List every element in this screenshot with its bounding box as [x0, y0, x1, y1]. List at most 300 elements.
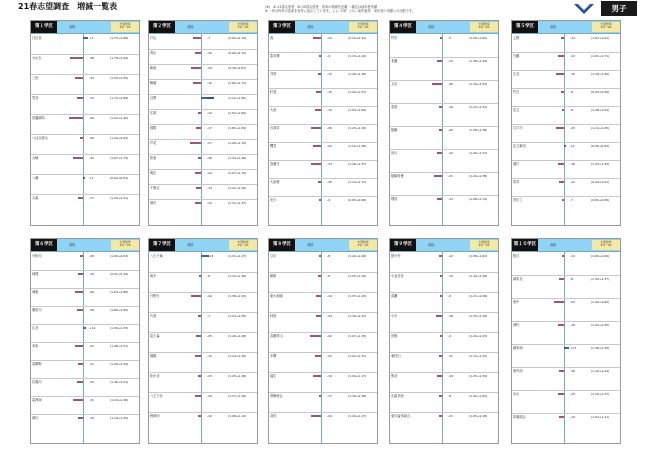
change-bar	[561, 37, 564, 39]
row-divider	[390, 172, 498, 173]
row-divider	[269, 160, 377, 161]
school-row	[512, 90, 620, 94]
school-name: 千歳丘	[150, 186, 160, 190]
change-bar	[193, 37, 201, 39]
column-label-ratio: 志望倍率 21/～20	[111, 240, 139, 250]
change-bar	[556, 73, 564, 75]
school-row	[390, 374, 498, 378]
change-value: -8	[570, 90, 573, 94]
row-divider	[31, 324, 139, 325]
school-row	[512, 369, 620, 373]
school-row	[390, 354, 498, 358]
school-row	[512, 72, 620, 76]
panel-header	[269, 21, 377, 34]
school-row	[269, 144, 377, 148]
school-name: 狛江	[513, 254, 520, 258]
school-row	[390, 105, 498, 109]
row-divider	[390, 80, 498, 81]
change-bar	[193, 82, 201, 84]
ratio-range: (1.66→1.85)	[110, 308, 129, 312]
ratio-range: (1.50→1.55)	[110, 76, 129, 80]
row-divider	[31, 360, 139, 361]
change-bar	[564, 145, 566, 147]
school-row	[31, 326, 139, 330]
ratio-range: (1.07→1.15)	[228, 171, 247, 175]
change-bar	[198, 157, 201, 159]
row-divider	[512, 160, 620, 161]
change-bar	[311, 163, 321, 165]
change-value: -5	[448, 36, 451, 40]
row-divider	[512, 88, 620, 89]
school-name: 富士森	[150, 334, 160, 338]
school-name: 飛鳥	[391, 197, 398, 201]
school-row	[149, 414, 257, 418]
row-divider	[512, 390, 620, 391]
ratio-range: (1.67→1.61)	[591, 36, 610, 40]
row-divider	[390, 352, 498, 353]
change-bar	[559, 370, 564, 372]
row-divider	[512, 70, 620, 71]
ratio-range: (1.48→1.57)	[110, 344, 129, 348]
ratio-range: (1.16→1.27)	[591, 392, 610, 396]
row-divider	[512, 413, 620, 414]
school-row	[269, 394, 377, 398]
ratio-range: (2.30→2.67)	[228, 66, 247, 70]
district-name: 第４学区	[390, 21, 416, 33]
school-name: 小松川	[32, 254, 42, 258]
school-row	[269, 36, 377, 40]
school-name: 田園調布	[32, 116, 45, 120]
change-value: -19	[448, 374, 453, 378]
ratio-range: (1.04→1.17)	[348, 374, 367, 378]
change-value: -23	[570, 392, 575, 396]
school-row	[512, 415, 620, 419]
ratio-range: (1.28→1.38)	[469, 128, 488, 132]
school-row	[512, 300, 620, 304]
school-name: 光丘	[270, 198, 277, 202]
ratio-range: (1.56→1.60)	[469, 36, 488, 40]
change-value: -8	[448, 394, 451, 398]
school-name: 南平	[150, 274, 157, 278]
row-divider	[269, 352, 377, 353]
change-bar	[437, 198, 442, 200]
change-bar	[191, 67, 201, 69]
school-row	[149, 374, 257, 378]
ratio-range: (1.23→1.25)	[228, 314, 247, 318]
ratio-range: (1.13→1.22)	[348, 54, 367, 58]
change-value: +17	[570, 346, 577, 350]
change-value: -45	[448, 82, 453, 86]
row-divider	[512, 196, 620, 197]
change-value: -16	[448, 105, 453, 109]
change-value: -12	[207, 354, 212, 358]
ratio-range: (1.37→1.43)	[348, 294, 367, 298]
row-divider	[390, 332, 498, 333]
school-name: 江北	[513, 72, 520, 76]
page-title: 21春志望調査 増減一覧表	[18, 2, 118, 11]
row-divider	[512, 52, 620, 53]
school-row	[269, 354, 377, 358]
change-value: -17	[207, 126, 212, 130]
ratio-range: (1.26→1.33)	[228, 141, 247, 145]
school-row	[269, 334, 377, 338]
ratio-range: (0.92→0.91)	[110, 176, 129, 180]
change-bar	[319, 255, 321, 257]
change-value: -11	[89, 362, 94, 366]
school-row	[269, 414, 377, 418]
change-value: -22	[207, 171, 212, 175]
school-name: 小山台	[32, 56, 42, 60]
school-name: 府中西	[513, 369, 523, 373]
change-bar	[77, 309, 83, 311]
change-value: -13	[448, 197, 453, 201]
ratio-range: (1.26→1.36)	[348, 72, 367, 76]
change-bar	[198, 375, 201, 377]
ratio-range: (1.24→1.30)	[228, 354, 247, 358]
change-value: -14	[570, 415, 575, 419]
school-row	[269, 274, 377, 278]
row-divider	[149, 412, 257, 413]
row-divider	[149, 79, 257, 80]
row-divider	[149, 184, 257, 185]
change-bar	[559, 181, 564, 183]
column-label-school: 高校	[307, 25, 314, 29]
school-row	[149, 156, 257, 160]
ratio-range: (0.95→0.98)	[348, 198, 367, 202]
column-label-ratio: 志望倍率 21/～20	[349, 22, 377, 32]
change-bar	[77, 97, 83, 99]
school-name: 小金井北	[391, 274, 404, 278]
row-divider	[512, 298, 620, 299]
column-label-ratio: 志望倍率 21/～20	[111, 22, 139, 32]
school-name: 向丘	[391, 151, 398, 155]
school-name: 東村山	[391, 354, 401, 358]
school-name: 三田	[32, 76, 39, 80]
change-bar	[318, 181, 321, 183]
school-name: つばさ総合	[32, 136, 48, 140]
school-name: 若葉総合	[513, 415, 526, 419]
change-value: -7	[207, 314, 210, 318]
school-row	[149, 36, 257, 40]
school-name: 田無	[391, 334, 398, 338]
row-divider	[390, 195, 498, 196]
change-bar	[195, 52, 201, 54]
school-row	[149, 171, 257, 175]
change-value: -17	[327, 394, 332, 398]
school-name: 本所	[32, 344, 39, 348]
school-name: 板橋有徳	[391, 174, 404, 178]
district-panel	[148, 238, 258, 444]
ratio-range: (1.00→1.05)	[469, 394, 488, 398]
school-name: 両国	[32, 272, 39, 276]
change-value: -19	[570, 323, 575, 327]
district-name: 第９学区	[390, 239, 416, 251]
ratio-range: (1.40→1.48)	[228, 334, 247, 338]
school-row	[390, 82, 498, 86]
school-row	[512, 144, 620, 148]
row-divider	[31, 194, 139, 195]
row-divider	[512, 344, 620, 345]
school-name: 府中	[513, 300, 520, 304]
district-panel	[30, 238, 140, 444]
change-value: +3	[570, 144, 575, 148]
change-bar	[319, 55, 321, 57]
school-row	[512, 323, 620, 327]
ratio-range: (1.35→1.37)	[591, 277, 610, 281]
school-row	[31, 416, 139, 420]
change-value: -21	[448, 174, 453, 178]
row-divider	[390, 312, 498, 313]
ratio-range: (1.30→1.38)	[348, 394, 367, 398]
ratio-range: (1.70→1.68)	[110, 96, 129, 100]
change-bar	[437, 60, 442, 62]
school-name: 上野	[513, 36, 520, 40]
school-row	[512, 108, 620, 112]
ratio-range: (1.20→1.38)	[469, 174, 488, 178]
row-divider	[269, 178, 377, 179]
change-bar	[318, 275, 321, 277]
change-value: -7	[570, 198, 573, 202]
ratio-range: (1.25→1.36)	[228, 374, 247, 378]
ratio-range: (1.16→1.24)	[591, 369, 610, 373]
change-value: -9	[327, 198, 330, 202]
row-divider	[149, 154, 257, 155]
school-name: 多摩	[270, 354, 277, 358]
ratio-range: (1.10→1.27)	[348, 414, 367, 418]
change-value: -12	[570, 54, 575, 58]
row-divider	[390, 372, 498, 373]
change-value: -15	[570, 72, 575, 76]
change-value: -9	[448, 294, 451, 298]
school-row	[512, 126, 620, 130]
row-divider	[390, 412, 498, 413]
change-value: -8	[570, 277, 573, 281]
change-value: -12	[207, 201, 212, 205]
change-bar	[556, 127, 564, 129]
school-name: 大森	[32, 196, 39, 200]
ratio-range: (1.04→1.11)	[591, 415, 610, 419]
row-divider	[269, 272, 377, 273]
school-name: 石神井	[270, 126, 280, 130]
column-label-school: 高校	[69, 243, 76, 247]
ratio-range: (1.19→1.36)	[110, 398, 129, 402]
school-name: 荒川工	[513, 198, 523, 202]
column-label-school: 高校	[307, 243, 314, 247]
ratio-range: (1.69→1.71)	[228, 81, 247, 85]
school-name: 八潮	[32, 176, 39, 180]
change-value: -38	[89, 308, 94, 312]
change-value: -28	[89, 254, 94, 258]
school-name: 調布北	[513, 277, 523, 281]
change-value: -34	[89, 76, 94, 80]
school-name: 片倉	[150, 314, 157, 318]
change-bar	[440, 335, 442, 337]
ratio-range: (0.93→0.99)	[591, 90, 610, 94]
ratio-range: (1.30→1.41)	[348, 314, 367, 318]
change-value: -18	[448, 314, 453, 318]
brand-logo-icon	[573, 2, 595, 16]
change-value: -23	[570, 126, 575, 130]
school-row	[512, 254, 620, 258]
column-label-school: 高校	[428, 243, 435, 247]
ratio-range: (0.94→1.01)	[591, 180, 610, 184]
panel-header	[149, 21, 257, 34]
change-value: -36	[207, 156, 212, 160]
school-name: 昭和	[270, 274, 277, 278]
school-name: 青井	[513, 180, 520, 184]
ratio-range: (1.21→1.28)	[469, 294, 488, 298]
change-bar	[83, 37, 88, 39]
school-name: 北園	[391, 59, 398, 63]
change-value: -15	[207, 81, 212, 85]
ratio-range: (1.25→1.39)	[469, 374, 488, 378]
change-bar	[558, 163, 564, 165]
change-value: -36	[89, 136, 94, 140]
school-row	[269, 162, 377, 166]
change-bar	[198, 112, 201, 114]
row-divider	[149, 312, 257, 313]
school-row	[31, 380, 139, 384]
panel-header	[31, 21, 139, 34]
school-row	[149, 96, 257, 100]
change-bar	[198, 415, 201, 417]
school-row	[390, 294, 498, 298]
ratio-range: (1.66→1.69)	[591, 254, 610, 258]
school-name: 東大和南	[270, 294, 283, 298]
row-divider	[390, 126, 498, 127]
change-bar	[313, 375, 321, 377]
change-bar	[439, 355, 442, 357]
school-row	[512, 346, 620, 350]
ratio-range: (1.34→1.46)	[228, 156, 247, 160]
district-panel	[268, 20, 378, 226]
ratio-range: (1.12→1.00)	[228, 96, 247, 100]
change-bar	[75, 345, 83, 347]
school-name: 武蔵村山	[270, 334, 283, 338]
change-bar	[439, 129, 442, 131]
change-bar	[69, 117, 83, 119]
change-bar	[73, 399, 83, 401]
school-name: 豊島	[391, 105, 398, 109]
ratio-range: (1.42→1.46)	[348, 254, 367, 258]
change-bar	[70, 57, 83, 59]
header-notes	[265, 5, 605, 13]
ratio-range: (1.38→1.43)	[469, 59, 488, 63]
school-row	[31, 362, 139, 366]
school-row	[149, 186, 257, 190]
change-bar	[311, 127, 321, 129]
change-value: -20	[207, 394, 212, 398]
change-value: -31	[89, 398, 94, 402]
school-row	[31, 290, 139, 294]
ratio-range: (0.95→0.93)	[591, 144, 610, 148]
row-divider	[269, 52, 377, 53]
school-name: 杉並	[270, 90, 277, 94]
change-value: -35	[327, 180, 332, 184]
school-row	[31, 398, 139, 402]
school-row	[31, 56, 139, 60]
change-bar	[191, 295, 201, 297]
ratio-range: (1.08→1.14)	[469, 197, 488, 201]
change-value: -19	[327, 374, 332, 378]
change-bar	[315, 109, 321, 111]
school-name: 清瀬	[391, 294, 398, 298]
district-panel	[30, 20, 140, 226]
school-name: 日野台	[150, 294, 160, 298]
district-name: 第７学区	[149, 239, 175, 251]
school-name: 日比谷	[32, 36, 42, 40]
row-divider	[269, 292, 377, 293]
school-row	[149, 334, 257, 338]
change-bar	[561, 91, 564, 93]
ratio-range: (1.53→1.60)	[348, 108, 367, 112]
row-divider	[31, 378, 139, 379]
change-value: -17	[89, 196, 94, 200]
district-name: 第２学区	[149, 21, 175, 33]
ratio-range: (1.38→1.53)	[228, 294, 247, 298]
ratio-range: (1.61→1.71)	[591, 54, 610, 58]
school-row	[269, 198, 377, 202]
row-divider	[390, 57, 498, 58]
school-name: 神代	[513, 323, 520, 327]
ratio-range: (0.81→0.83)	[591, 198, 610, 202]
school-row	[149, 81, 257, 85]
change-bar	[559, 278, 564, 280]
change-value: -32	[89, 380, 94, 384]
change-value: -14	[207, 186, 212, 190]
school-name: 足立	[513, 108, 520, 112]
ratio-range: (1.48→1.54)	[591, 108, 610, 112]
ratio-range: (1.20→1.23)	[469, 334, 488, 338]
school-row	[390, 414, 498, 418]
district-panel	[511, 20, 621, 226]
ratio-range: (1.26→1.29)	[110, 362, 129, 366]
school-name: 大泉桜	[270, 180, 280, 184]
ratio-range: (1.23→1.31)	[469, 105, 488, 109]
row-divider	[269, 412, 377, 413]
row-divider	[31, 134, 139, 135]
gender-badge: 男子	[601, 1, 637, 16]
row-divider	[269, 392, 377, 393]
change-bar	[199, 275, 201, 277]
school-name: 芦花	[150, 141, 157, 145]
district-name: 第８学区	[269, 239, 295, 251]
change-value: +1	[89, 176, 94, 180]
row-divider	[149, 94, 257, 95]
change-bar	[318, 73, 321, 75]
ratio-range: (1.21→1.20)	[228, 186, 247, 190]
column-label-ratio: 志望倍率 21/～20	[349, 240, 377, 250]
row-divider	[269, 372, 377, 373]
change-value: -13	[89, 96, 94, 100]
row-divider	[269, 142, 377, 143]
school-row	[31, 76, 139, 80]
change-value: -38	[89, 56, 94, 60]
school-name: 竹早	[391, 36, 398, 40]
school-name: 青梅総合	[270, 394, 283, 398]
change-bar	[315, 355, 321, 357]
change-bar	[190, 142, 201, 144]
school-name: 国際	[150, 126, 157, 130]
change-value: -25	[207, 334, 212, 338]
column-label-school: 高校	[69, 25, 76, 29]
ratio-range: (1.36→1.30)	[591, 346, 610, 350]
school-row	[31, 96, 139, 100]
school-name: 広尾	[150, 111, 157, 115]
school-name: 八王子北	[150, 394, 163, 398]
column-label-school: 高校	[428, 25, 435, 29]
school-name: 野津田	[150, 414, 160, 418]
